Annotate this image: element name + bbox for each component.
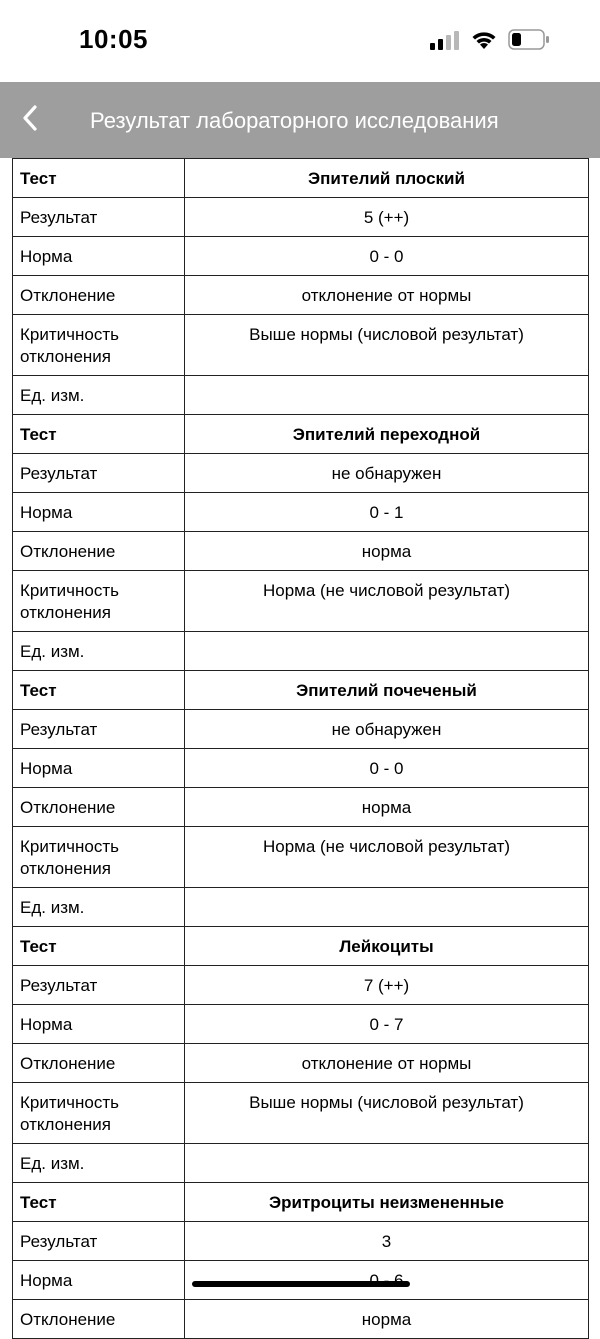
table-row-criticality bbox=[13, 827, 589, 888]
chevron-left-icon bbox=[21, 104, 39, 137]
battery-icon bbox=[508, 29, 550, 55]
unit-value bbox=[185, 376, 589, 415]
criticality-label: Критичность отклонения bbox=[13, 315, 185, 376]
table-row-norm bbox=[13, 749, 589, 788]
result-value: 5 (++) bbox=[185, 198, 589, 237]
table-row-deviation bbox=[13, 1044, 589, 1083]
deviation-label: Отклонение bbox=[13, 532, 185, 571]
table-row-criticality bbox=[13, 315, 589, 376]
norm-label: Норма bbox=[13, 1261, 185, 1300]
results-table-container bbox=[12, 158, 588, 1339]
result-label: Результат bbox=[13, 966, 185, 1005]
table-row-unit bbox=[13, 632, 589, 671]
criticality-label: Критичность отклонения bbox=[13, 1083, 185, 1144]
unit-value bbox=[185, 888, 589, 927]
table-row-test bbox=[13, 159, 589, 198]
result-label: Результат bbox=[13, 198, 185, 237]
deviation-label: Отклонение bbox=[13, 1044, 185, 1083]
norm-value bbox=[185, 1261, 589, 1300]
unit-label: Ед. изм. bbox=[13, 376, 185, 415]
test-label: Тест bbox=[13, 1183, 185, 1222]
result-label: Результат bbox=[13, 454, 185, 493]
table-row-result bbox=[13, 966, 589, 1005]
table-row-test bbox=[13, 415, 589, 454]
table-row-deviation bbox=[13, 532, 589, 571]
result-value: 7 (++) bbox=[185, 966, 589, 1005]
test-name: Лейкоциты bbox=[185, 927, 589, 966]
unit-label: Ед. изм. bbox=[13, 632, 185, 671]
status-time: 10:05 bbox=[79, 24, 148, 54]
result-value: не обнаружен bbox=[185, 710, 589, 749]
deviation-label: Отклонение bbox=[13, 788, 185, 827]
table-row-unit bbox=[13, 1144, 589, 1183]
signal-icon bbox=[430, 30, 460, 55]
result-value: не обнаружен bbox=[185, 454, 589, 493]
table-row-unit bbox=[13, 376, 589, 415]
test-name: Эпителий почеченый bbox=[185, 671, 589, 710]
norm-label: Норма bbox=[13, 1005, 185, 1044]
deviation-label: Отклонение bbox=[13, 1300, 185, 1339]
criticality-value: Выше нормы (числовой результат) bbox=[185, 315, 589, 376]
deviation-value: норма bbox=[185, 532, 589, 571]
table-row-deviation bbox=[13, 1300, 589, 1339]
page-title: Результат лабораторного исследования bbox=[90, 108, 499, 133]
deviation-value: отклонение от нормы bbox=[185, 276, 589, 315]
table-row-criticality bbox=[13, 1083, 589, 1144]
table-row-test bbox=[13, 1183, 589, 1222]
unit-value bbox=[185, 632, 589, 671]
criticality-label: Критичность отклонения bbox=[13, 827, 185, 888]
test-label: Тест bbox=[13, 415, 185, 454]
norm-value: 0 - 7 bbox=[185, 1005, 589, 1044]
deviation-value: норма bbox=[185, 788, 589, 827]
criticality-value: Выше нормы (числовой результат) bbox=[185, 1083, 589, 1144]
deviation-value: отклонение от нормы bbox=[185, 1044, 589, 1083]
norm-value: 0 - 0 bbox=[185, 749, 589, 788]
table-row-test bbox=[13, 927, 589, 966]
status-icons bbox=[430, 29, 550, 55]
table-row-norm bbox=[13, 1005, 589, 1044]
test-label: Тест bbox=[13, 159, 185, 198]
table-row-criticality bbox=[13, 571, 589, 632]
home-indicator[interactable] bbox=[192, 1281, 410, 1287]
results-table bbox=[12, 158, 589, 1339]
criticality-value: Норма (не числовой результат) bbox=[185, 827, 589, 888]
table-row-result bbox=[13, 1222, 589, 1261]
table-row-test bbox=[13, 671, 589, 710]
back-button[interactable] bbox=[10, 100, 50, 140]
nav-bar bbox=[0, 82, 600, 158]
test-name: Эритроциты неизмененные bbox=[185, 1183, 589, 1222]
table-row-norm bbox=[13, 1261, 589, 1300]
criticality-value: Норма (не числовой результат) bbox=[185, 571, 589, 632]
deviation-label: Отклонение bbox=[13, 276, 185, 315]
norm-label: Норма bbox=[13, 237, 185, 276]
table-row-norm bbox=[13, 237, 589, 276]
test-name: Эпителий плоский bbox=[185, 159, 589, 198]
norm-value: 0 - 1 bbox=[185, 493, 589, 532]
result-label: Результат bbox=[13, 1222, 185, 1261]
table-row-result bbox=[13, 710, 589, 749]
table-row-unit bbox=[13, 888, 589, 927]
unit-label: Ед. изм. bbox=[13, 1144, 185, 1183]
wifi-icon bbox=[470, 29, 498, 55]
status-bar bbox=[0, 0, 600, 82]
table-row-norm bbox=[13, 493, 589, 532]
table-row-result bbox=[13, 454, 589, 493]
table-row-deviation bbox=[13, 276, 589, 315]
unit-value bbox=[185, 1144, 589, 1183]
table-row-result bbox=[13, 198, 589, 237]
table-row-deviation bbox=[13, 788, 589, 827]
criticality-label: Критичность отклонения bbox=[13, 571, 185, 632]
test-label: Тест bbox=[13, 927, 185, 966]
result-value: 3 bbox=[185, 1222, 589, 1261]
norm-label: Норма bbox=[13, 493, 185, 532]
unit-label: Ед. изм. bbox=[13, 888, 185, 927]
test-label: Тест bbox=[13, 671, 185, 710]
test-name: Эпителий переходной bbox=[185, 415, 589, 454]
norm-label: Норма bbox=[13, 749, 185, 788]
deviation-value: норма bbox=[185, 1300, 589, 1339]
result-label: Результат bbox=[13, 710, 185, 749]
norm-value: 0 - 0 bbox=[185, 237, 589, 276]
